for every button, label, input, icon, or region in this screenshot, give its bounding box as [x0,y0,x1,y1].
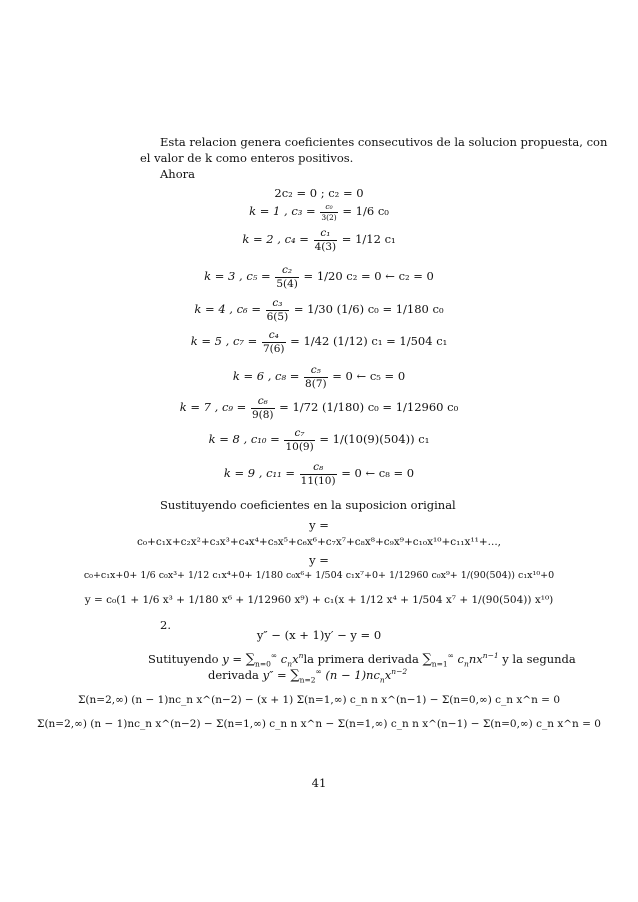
la-primera-derivada-text: la primera derivada [303,652,419,666]
fraction-numerator: c₄ [262,330,286,343]
fraction-denominator: 8(7) [305,377,327,390]
sustituyendo-paragraph: Sustituyendo coeficientes en la suposicion original [160,498,456,512]
step-coefficient: c₁₀ = [250,432,284,446]
fraction-numerator: c₁ [314,228,338,241]
item-number-2: 2. [160,618,171,632]
fraction-numerator: c₂ [275,265,299,278]
step-coefficient: c₄ = [284,232,313,246]
page-number: 41 [311,776,327,790]
step-k-value: k = 7 , [179,400,222,414]
fraction-numerator: c₈ [300,462,337,475]
step-result: = 1/20 c₂ = 0 ← c₂ = 0 [299,269,434,283]
step-coefficient: c₆ = [236,302,265,316]
step-fraction [314,228,338,252]
fraction-denominator: 9(8) [251,408,274,421]
intro-paragraph-line-2: el valor de k como enteros positivos. [140,151,354,165]
step-fraction [320,203,337,221]
sutituyendo-line: Sutituyendo $y = \sum_{n=0}^\infty$ $c_nx^nla$ primera derivada $\sum_{n=1}^\infty$ $c_nnx^{n-1}$ y la segunda [148,651,576,669]
step-coefficient: c₃ = [291,204,320,218]
step-fraction [251,396,275,420]
step-coefficient: c₉ = [221,400,250,414]
recurrence-step [0,365,638,389]
fraction-numerator: c₅ [304,365,328,378]
grouped-solution: y = c₀(1 + 1/6 x³ + 1/180 x⁶ + 1/12960 x⁹) + c₁(x + 1/12 x⁴ + 1/504 x⁷ + 1/(90(504)) x¹⁰) [84,594,554,606]
y-equals-2: y = [309,553,329,567]
recurrence-step [0,265,638,289]
step-coefficient: c₅ = [246,269,275,283]
step-result: = 1/6 c₀ [338,204,389,218]
fraction-denominator: 7(6) [262,342,285,355]
recurrence-step [0,203,638,221]
step-k-value: k = 8 , [208,432,251,446]
step-result: = 1/30 (1/6) c₀ = 1/180 c₀ [290,302,444,316]
fraction-denominator: 5(4) [276,277,298,290]
y-la-segunda-text: y la segunda [502,652,576,666]
step-coefficient: c₈ = [275,369,304,383]
step-fraction [300,462,337,486]
intro-paragraph-line-1: Esta relacion genera coeficientes consecutivos de la solucion propuesta, con [160,135,608,149]
step-result: = 1/12 c₁ [338,232,396,246]
recurrence-step [0,330,638,354]
step-fraction [275,265,299,289]
step-result: = 1/72 (1/180) c₀ = 1/12960 c₀ [275,400,459,414]
y-equals-1: y = [309,518,329,532]
fraction-numerator: c₆ [251,396,275,409]
step-coefficient: c₁₁ = [266,466,299,480]
recurrence-step [0,396,638,420]
fraction-denominator: 4(3) [314,240,337,253]
fraction-denominator: 10(9) [285,440,314,453]
ode-equation: y″ − (x + 1)y′ − y = 0 [256,628,382,642]
sum-equation-2: Σ(n=2,∞) (n − 1)nc_n x^(n−2) − Σ(n=1,∞) c_n n x^n − Σ(n=1,∞) c_n n x^(n−1) − Σ(n=0,∞) c_n x^n = 0 [37,718,601,730]
step-k-value: k = 2 , [242,232,285,246]
step-fraction [304,365,328,389]
step-fraction [266,298,290,322]
substituted-series: c₀+c₁x+0+ 1/6 c₀x³+ 1/12 c₁x⁴+0+ 1/180 c₀x⁶+ 1/504 c₁x⁷+0+ 1/12960 c₀x⁹+ 1/(90(504)) c₁x¹⁰+0 [83,570,555,581]
step-k-value: k = 9 , [223,466,267,480]
fraction-numerator: c₃ [266,298,290,311]
step-k-value: k = 6 , [232,369,276,383]
recurrence-step [0,462,638,486]
ahora-label: Ahora [160,167,195,181]
series-expansion: c₀+c₁x+c₂x²+c₃x³+c₄x⁴+c₅x⁵+c₆x⁶+c₇x⁷+c₈x⁸+c₉x⁹+c₁₀x¹⁰+c₁₁x¹¹+..., [136,536,502,548]
recurrence-step [0,428,638,452]
derivada-word: derivada [208,668,259,682]
step-result: = 1/42 (1/12) c₁ = 1/504 c₁ [286,334,448,348]
step-fraction [262,330,286,354]
step-k-value: k = 3 , [204,269,247,283]
fraction-numerator: c₇ [284,428,314,441]
step-coefficient: c₇ = [232,334,261,348]
fraction-denominator: 3(2) [321,212,337,222]
step-k-value: k = 4 , [194,302,237,316]
step-fraction [284,428,314,452]
step-result: = 0 ← c₅ = 0 [328,369,406,383]
derivada-line: derivada $y'' = \sum_{n=2}^\infty$ $(n - 1)nc_nx^{n-2}$ [208,667,408,685]
equation-c2: 2c₂ = 0 ; c₂ = 0 [274,186,364,200]
recurrence-step [0,298,638,322]
recurrence-step [0,228,638,252]
step-result: = 0 ← c₈ = 0 [337,466,415,480]
fraction-numerator: c₀ [320,203,337,213]
step-result: = 1/(10(9)(504)) c₁ [315,432,430,446]
sum-equation-1: Σ(n=2,∞) (n − 1)nc_n x^(n−2) − (x + 1) Σ(n=1,∞) c_n n x^(n−1) − Σ(n=0,∞) c_n x^n = 0 [78,694,560,706]
fraction-denominator: 11(10) [300,474,336,487]
step-k-value: k = 5 , [190,334,233,348]
sutituyendo-word: Sutituyendo [148,652,219,666]
step-k-value: k = 1 , [249,204,292,218]
fraction-denominator: 6(5) [266,310,289,323]
